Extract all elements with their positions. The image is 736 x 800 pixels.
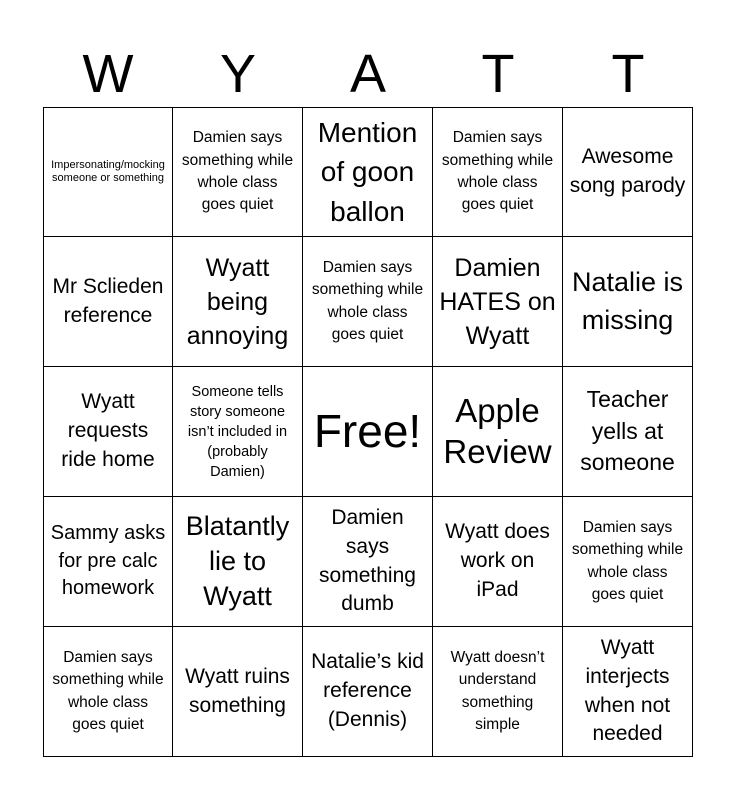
header-letter-y: Y (219, 44, 257, 104)
bingo-cell[interactable] (173, 497, 303, 627)
bingo-cell[interactable] (563, 107, 693, 237)
bingo-cell[interactable] (433, 627, 563, 757)
bingo-cell[interactable] (303, 627, 433, 757)
bingo-cell[interactable] (303, 237, 433, 367)
bingo-cell[interactable] (303, 497, 433, 627)
bingo-cell[interactable] (563, 497, 693, 627)
cell-text: Wyatt ruins something (185, 664, 290, 717)
bingo-cell[interactable] (303, 107, 433, 237)
cell-text: Sammy asks for pre calc homework (50, 522, 166, 600)
bingo-board (43, 107, 693, 757)
bingo-header (43, 40, 693, 108)
bingo-cell[interactable] (433, 367, 563, 497)
bingo-cell[interactable] (433, 497, 563, 627)
cell-text: Apple Review (443, 392, 552, 470)
bingo-cell[interactable] (173, 237, 303, 367)
cell-text: Wyatt does work on iPad (445, 520, 550, 601)
bingo-cell[interactable] (563, 237, 693, 367)
cell-text: Natalie is missing (571, 267, 684, 335)
cell-text: Damien says something while whole class goes quiet (181, 129, 294, 214)
cell-text: Wyatt being annoying (186, 253, 289, 350)
cell-text: Damien says something while whole class goes quiet (571, 518, 684, 603)
cell-text: Damien says something while whole class goes quiet (311, 258, 424, 343)
cell-text: Mention of goon ballon (317, 117, 418, 227)
cell-text: Impersonating/mocking someone or something (51, 159, 165, 184)
header-letter-t1: T (481, 44, 515, 104)
cell-text: Teacher yells at someone (580, 385, 675, 476)
cell-text: Wyatt requests ride home (61, 390, 155, 471)
cell-text: Someone tells story someone isn’t included in (probably Damien) (187, 383, 288, 480)
header-letter-w: W (82, 44, 134, 104)
cell-text: Damien says something while whole class goes quiet (52, 648, 164, 733)
bingo-cell[interactable] (43, 107, 173, 237)
bingo-cell[interactable] (43, 627, 173, 757)
cell-text: Awesome song parody (569, 145, 686, 197)
bingo-cell[interactable] (43, 237, 173, 367)
bingo-cell[interactable] (43, 497, 173, 627)
cell-text: Wyatt doesn’t understand something simple (450, 648, 545, 733)
cell-text: Damien says something dumb (319, 505, 416, 616)
bingo-cell[interactable] (173, 107, 303, 237)
bingo-cell[interactable] (173, 627, 303, 757)
cell-text: Natalie’s kid reference (Dennis) (311, 650, 424, 731)
free-space-cell[interactable] (303, 367, 433, 497)
header-letter-a: A (349, 44, 387, 104)
bingo-cell[interactable] (43, 367, 173, 497)
cell-text: Mr Sclieden reference (52, 274, 164, 327)
bingo-cell[interactable] (433, 107, 563, 237)
bingo-cell[interactable] (563, 367, 693, 497)
bingo-cell[interactable] (433, 237, 563, 367)
cell-text: Blatantly lie to Wyatt (185, 510, 290, 612)
cell-text: Damien HATES on Wyatt (439, 253, 556, 350)
cell-text: Free! (313, 404, 422, 457)
cell-text: Damien says something while whole class goes quiet (441, 129, 554, 214)
bingo-cell[interactable] (173, 367, 303, 497)
header-letter-t2: T (611, 44, 645, 104)
cell-text: Wyatt interjects when not needed (584, 635, 671, 746)
bingo-cell[interactable] (563, 627, 693, 757)
